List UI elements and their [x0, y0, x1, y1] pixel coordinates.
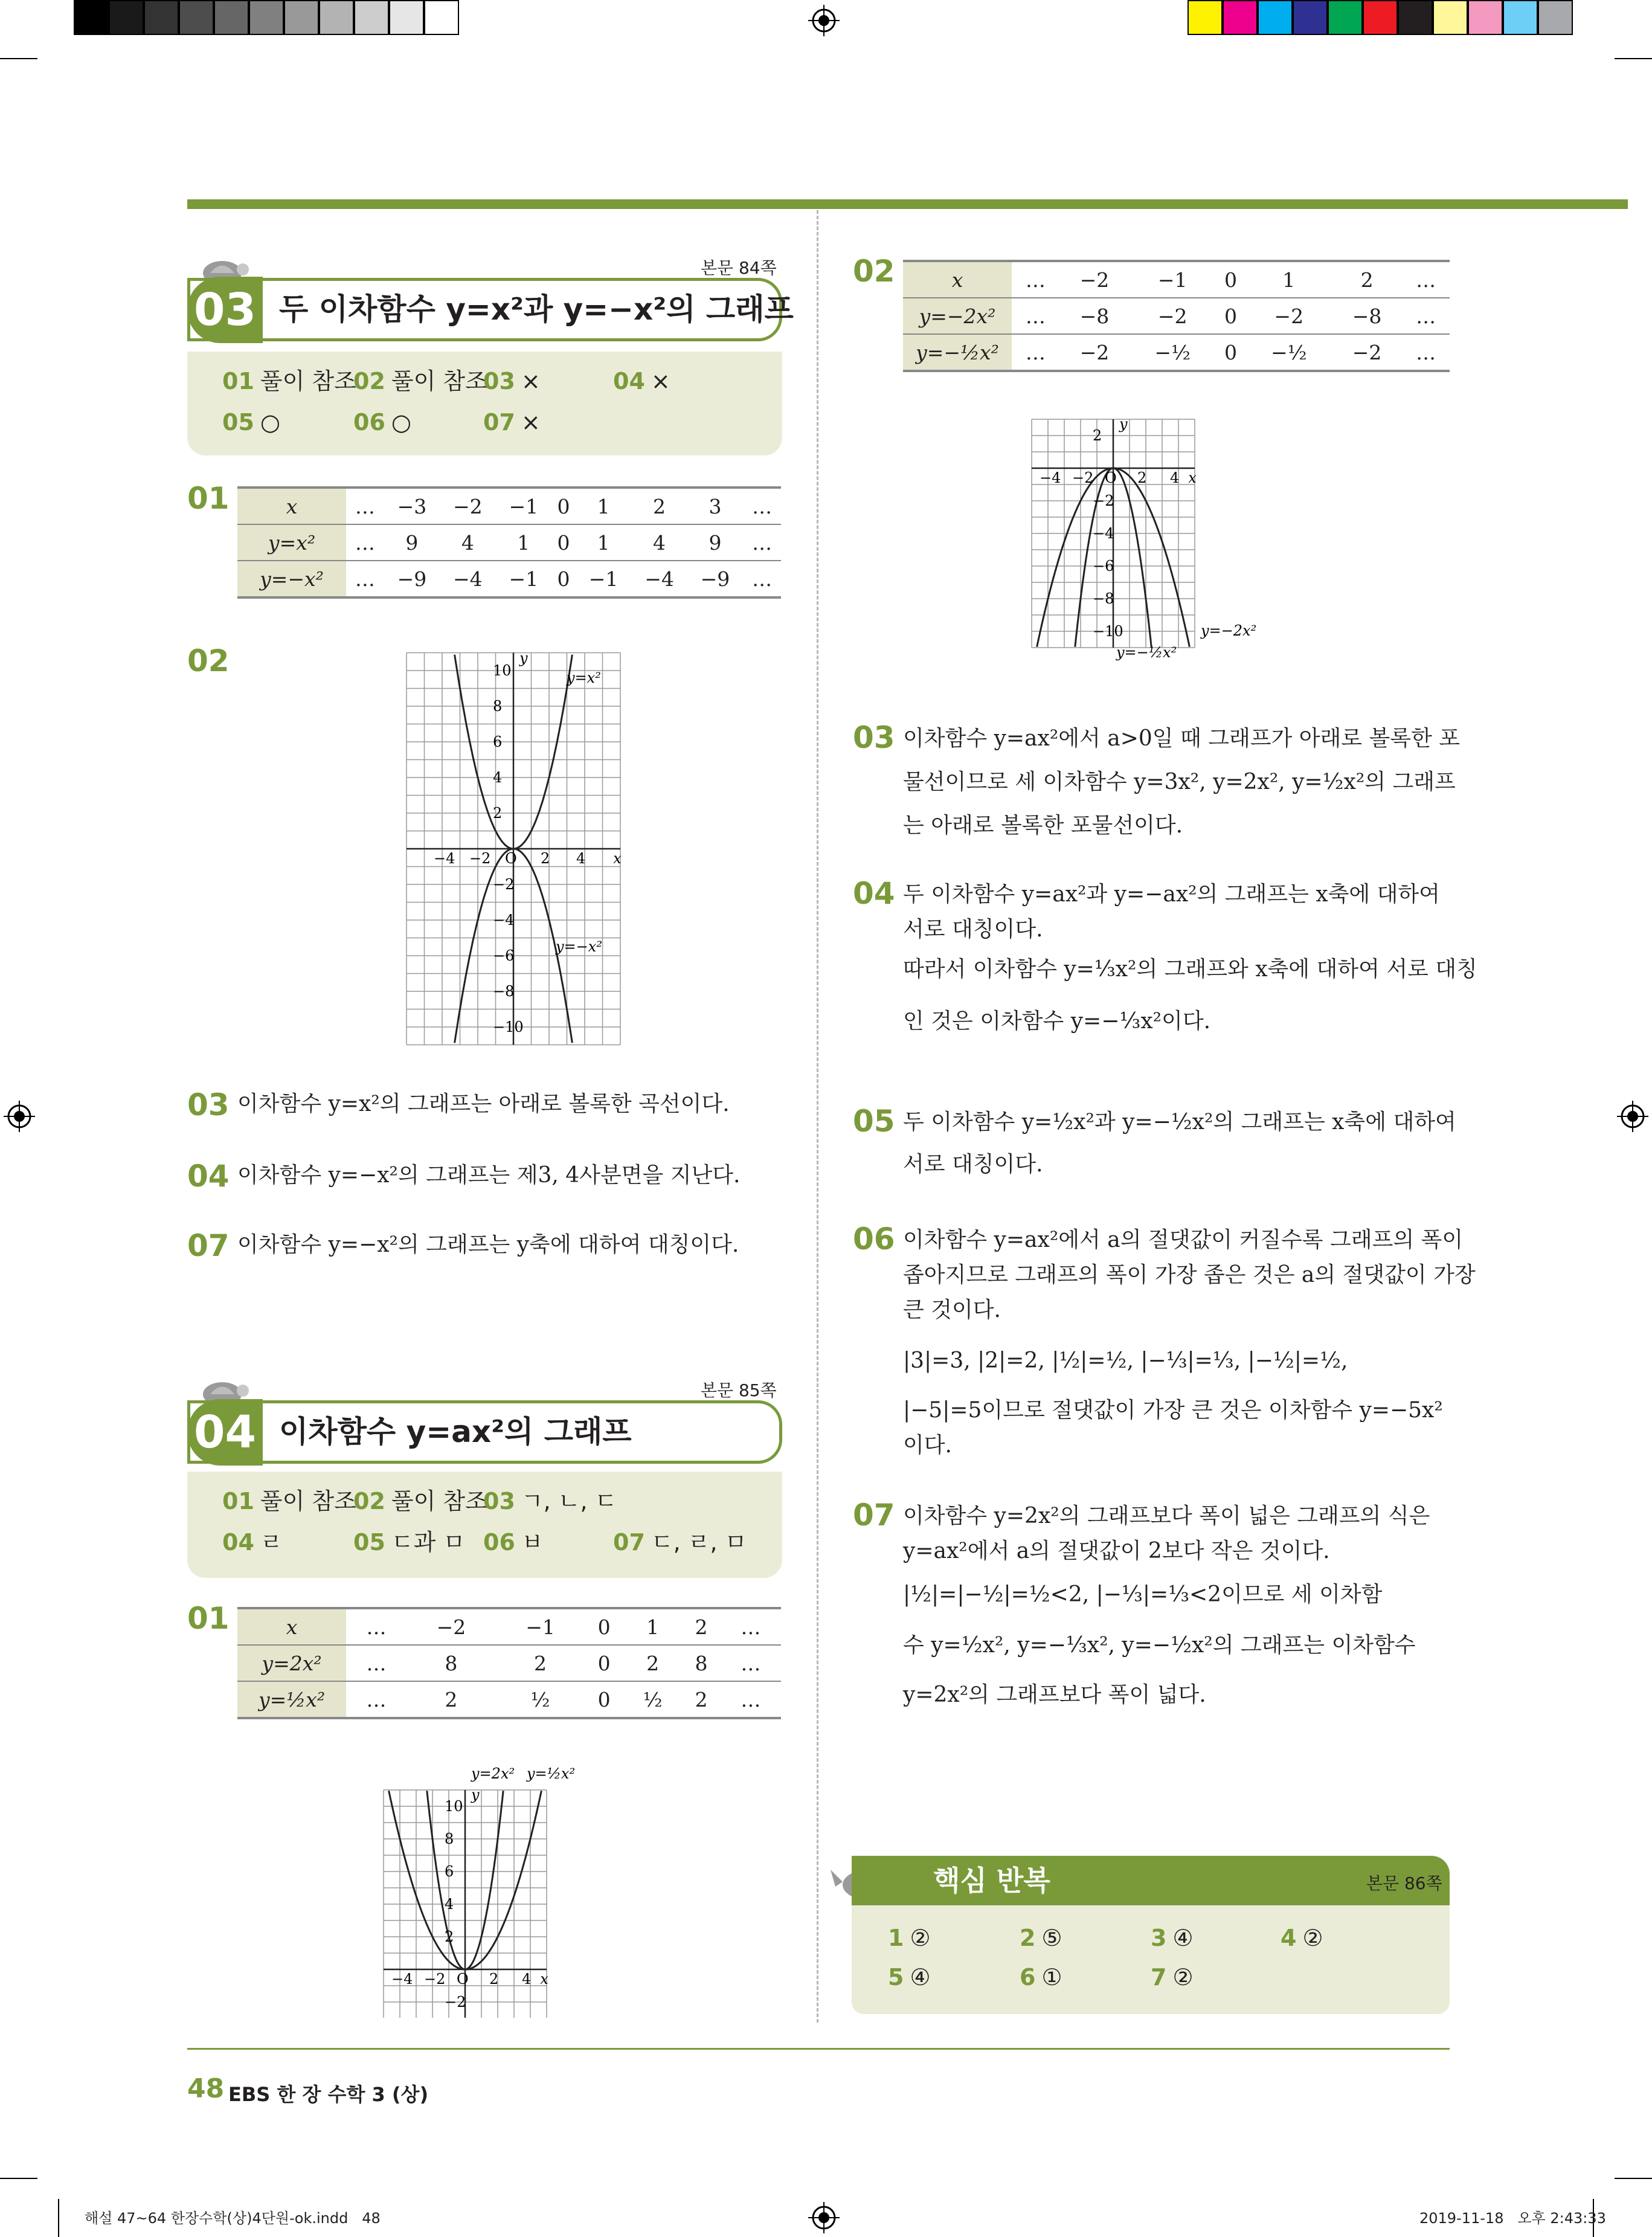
- answer-item: [353, 1528, 465, 1556]
- answer-number: 4: [1281, 1925, 1297, 1951]
- question-number: 04: [187, 1159, 230, 1194]
- y-tick-label: −6: [1093, 558, 1114, 575]
- file-info: 해설 47~64 한장수학(상)4단원-ok.indd 48: [85, 2210, 381, 2227]
- answer-value: ㄷ과 ㅁ: [391, 1529, 466, 1556]
- table-cell: …: [346, 1608, 407, 1645]
- table-cell: …: [743, 524, 781, 561]
- color-swatch: [319, 0, 354, 35]
- answer-value: 풀이 참조: [260, 1488, 356, 1514]
- color-swatch: [1433, 0, 1468, 35]
- table-cell: 4: [440, 524, 495, 561]
- color-swatch: [1468, 0, 1503, 35]
- table-cell: 0: [585, 1681, 623, 1718]
- page-ref: 본문 86쪽: [1366, 1873, 1442, 1893]
- table-cell: 0: [585, 1645, 623, 1681]
- table-cell: −1: [576, 561, 631, 597]
- explanation-line: 이차함수 y=ax²에서 a의 절댓값이 커질수록 그래프의 폭이: [903, 1228, 1464, 1252]
- answer-item: [222, 1528, 283, 1556]
- crop-mark: [0, 2178, 37, 2179]
- answer-value: ④: [910, 1964, 931, 1991]
- value-table: [903, 260, 1450, 372]
- explanation-line: 좁아지므로 그래프의 폭이 가장 좁은 것은 a의 절댓값이 가장: [903, 1263, 1476, 1287]
- table-cell: ½: [623, 1681, 682, 1718]
- book-title: EBS 한 장 수학 3 (상): [228, 2083, 429, 2106]
- table-cell: −1: [496, 488, 551, 524]
- table-cell: −2: [1246, 298, 1332, 334]
- crop-mark: [0, 58, 37, 59]
- table-cell: …: [1402, 261, 1450, 298]
- answer-item: [353, 1487, 487, 1515]
- table-cell: 1: [496, 524, 551, 561]
- question-number: 02: [187, 643, 230, 678]
- explanation-line: 두 이차함수 y=½x²과 y=−½x²의 그래프는 x축에 대하여: [903, 1110, 1456, 1135]
- y-tick-label: −10: [493, 1019, 524, 1035]
- table-cell: …: [743, 561, 781, 597]
- section-number: 04: [187, 1399, 263, 1466]
- registration-mark-icon: [808, 2202, 840, 2233]
- y-tick-label: −8: [1093, 590, 1114, 607]
- table-cell: …: [1012, 334, 1059, 371]
- color-swatch: [144, 0, 179, 35]
- answer-item: [222, 367, 356, 395]
- answer-value: ○: [260, 409, 281, 436]
- curve-label: y=2x²: [471, 1765, 515, 1782]
- question-number: 07: [187, 1228, 230, 1263]
- answer-value: 풀이 참조: [391, 368, 487, 394]
- explanation-line: 이차함수 y=2x²의 그래프보다 폭이 넓은 그래프의 식은: [903, 1504, 1430, 1528]
- explanation-line: |3|=3, |2|=2, |½|=½, |−⅓|=⅓, |−½|=½,: [903, 1348, 1348, 1373]
- table-cell: −2: [407, 1608, 496, 1645]
- answer-item: [888, 1963, 931, 1991]
- color-swatch: [1223, 0, 1258, 35]
- curve-label: y=−2x²: [1201, 622, 1257, 639]
- answer-value: ×: [651, 368, 670, 394]
- crop-mark: [58, 2199, 59, 2237]
- y-tick-label: y: [519, 649, 528, 667]
- answer-number: 07: [483, 409, 515, 436]
- table-cell: −1: [496, 561, 551, 597]
- table-cell: 8: [682, 1645, 721, 1681]
- question-number: 06: [853, 1221, 895, 1257]
- registration-mark-icon: [1617, 1101, 1648, 1132]
- table-row: [903, 261, 1450, 298]
- answer-item: [222, 1487, 356, 1515]
- answer-number: 02: [353, 368, 385, 394]
- answer-value: ㄱ, ㄴ, ㄷ: [521, 1488, 617, 1514]
- explanation-line: 서로 대칭이다.: [903, 1152, 1043, 1177]
- table-cell: …: [346, 1645, 407, 1681]
- explanation-line: 큰 것이다.: [903, 1298, 1001, 1322]
- y-tick-label: 8: [445, 1830, 454, 1847]
- answer-item: [1151, 1963, 1194, 1991]
- question-number: 01: [187, 481, 230, 516]
- top-rule: [187, 199, 1628, 209]
- table-cell: 0: [1215, 298, 1245, 334]
- answer-value: ×: [521, 368, 541, 394]
- answer-number: 06: [483, 1529, 515, 1556]
- table-row: [237, 1645, 781, 1681]
- y-tick-label: −4: [1093, 525, 1114, 542]
- answer-value: ①: [1041, 1964, 1062, 1991]
- timestamp: 2019-11-18 오후 2:43:33: [1419, 2210, 1606, 2227]
- table-cell: −4: [631, 561, 687, 597]
- answer-number: 5: [888, 1964, 904, 1991]
- explanation-line: 인 것은 이차함수 y=−⅓x²이다.: [903, 1009, 1211, 1034]
- answer-item: [222, 408, 280, 436]
- table-cell: …: [1402, 334, 1450, 371]
- table-cell: …: [346, 1681, 407, 1718]
- y-tick-label: −4: [493, 912, 515, 929]
- answer-number: 05: [222, 409, 254, 436]
- table-cell: −½: [1246, 334, 1332, 371]
- answer-item: [353, 367, 487, 395]
- answer-number: 06: [353, 409, 385, 436]
- answer-value: ②: [1172, 1964, 1194, 1991]
- table-cell: …: [1402, 298, 1450, 334]
- y-tick-label: −10: [1093, 623, 1123, 640]
- color-swatch: [1328, 0, 1363, 35]
- color-swatch: [214, 0, 249, 35]
- answer-number: 01: [222, 368, 254, 394]
- color-swatch: [1538, 0, 1573, 35]
- table-cell: 0: [551, 524, 576, 561]
- table-cell: 2: [623, 1645, 682, 1681]
- x-tick-label: 2: [489, 1971, 499, 1988]
- y-tick-label: −2: [1093, 492, 1114, 509]
- question-number: 02: [853, 254, 895, 289]
- answer-value: ②: [910, 1925, 931, 1951]
- answer-number: 04: [613, 368, 645, 394]
- x-tick-label: −2: [424, 1971, 446, 1988]
- table-cell: 2: [1332, 261, 1402, 298]
- color-swatch: [1188, 0, 1223, 35]
- answer-item: [483, 1487, 617, 1515]
- y-tick-label: 8: [493, 698, 503, 715]
- y-tick-label: −6: [493, 947, 515, 964]
- answer-number: 2: [1020, 1925, 1036, 1951]
- parabola-graph: [1020, 411, 1291, 665]
- table-cell: …: [721, 1608, 781, 1645]
- table-cell: y=x²: [237, 524, 346, 561]
- table-cell: y=−½x²: [903, 334, 1012, 371]
- table-cell: x: [237, 1608, 346, 1645]
- explanation-line: 서로 대칭이다.: [903, 917, 1043, 942]
- x-tick-label: O: [1105, 469, 1117, 486]
- table-cell: −½: [1130, 334, 1215, 371]
- table-cell: −8: [1059, 298, 1130, 334]
- question-number: 05: [853, 1104, 895, 1139]
- table-cell: −2: [440, 488, 495, 524]
- table-cell: 2: [407, 1681, 496, 1718]
- table-cell: 8: [407, 1645, 496, 1681]
- answer-value: ㄹ: [260, 1529, 283, 1556]
- table-cell: y=2x²: [237, 1645, 346, 1681]
- table-cell: 0: [551, 561, 576, 597]
- table-cell: …: [346, 488, 384, 524]
- question-number: 03: [853, 720, 895, 755]
- question-number: 07: [853, 1498, 895, 1533]
- table-cell: −8: [1332, 298, 1402, 334]
- table-cell: …: [346, 561, 384, 597]
- x-tick-label: x: [540, 1971, 548, 1988]
- table-row: [903, 298, 1450, 334]
- table-cell: 2: [682, 1681, 721, 1718]
- y-tick-label: y: [471, 1786, 480, 1804]
- answer-number: 07: [613, 1529, 645, 1556]
- explanation-text: 이차함수 y=−x²의 그래프는 y축에 대하여 대칭이다.: [237, 1232, 739, 1257]
- table-cell: …: [346, 524, 384, 561]
- table-row: [903, 334, 1450, 371]
- explanation-line: y=ax²에서 a의 절댓값이 2보다 작은 것이다.: [903, 1539, 1330, 1563]
- color-swatch: [1293, 0, 1328, 35]
- answer-number: 01: [222, 1488, 254, 1514]
- answer-number: 6: [1020, 1964, 1036, 1991]
- x-tick-label: −4: [391, 1971, 413, 1988]
- answer-value: ×: [521, 409, 541, 436]
- y-tick-label: 10: [493, 662, 512, 679]
- explanation-line: |½|=|−½|=½<2, |−⅓|=⅓<2이므로 세 이차함: [903, 1582, 1383, 1607]
- table-cell: …: [743, 488, 781, 524]
- table-cell: −2: [1059, 261, 1130, 298]
- table-cell: …: [1012, 298, 1059, 334]
- x-tick-label: O: [505, 850, 517, 867]
- y-tick-label: 6: [493, 733, 503, 750]
- section-number: 03: [187, 277, 263, 343]
- answer-item: [1281, 1924, 1323, 1952]
- y-tick-label: 2: [1093, 427, 1102, 444]
- color-swatch: [1363, 0, 1398, 35]
- y-tick-label: 10: [445, 1798, 463, 1815]
- registration-mark-icon: [808, 5, 840, 36]
- answer-item: [888, 1924, 931, 1952]
- answer-value: ②: [1302, 1925, 1323, 1951]
- x-tick-label: 2: [541, 850, 550, 867]
- table-row: [237, 561, 781, 597]
- x-tick-label: −2: [1072, 469, 1094, 486]
- color-swatch: [1258, 0, 1293, 35]
- answer-item: [353, 408, 411, 436]
- x-tick-label: −4: [434, 850, 455, 867]
- answer-number: 02: [353, 1488, 385, 1514]
- y-tick-label: 2: [445, 1928, 454, 1945]
- table-row: [237, 1681, 781, 1718]
- explanation-text: 이차함수 y=−x²의 그래프는 제3, 4사분면을 지난다.: [237, 1163, 741, 1188]
- answer-number: 1: [888, 1925, 904, 1951]
- color-swatch: [424, 0, 459, 35]
- color-swatch: [354, 0, 389, 35]
- answer-item: [613, 1528, 747, 1556]
- page-ref: 본문 85쪽: [701, 1380, 777, 1400]
- page-number: 48: [187, 2073, 225, 2104]
- y-tick-label: 4: [445, 1896, 454, 1913]
- value-table: [237, 1607, 781, 1719]
- table-cell: −2: [1059, 334, 1130, 371]
- explanation-line: |−5|=5이므로 절댓값이 가장 큰 것은 이차함수 y=−5x²: [903, 1398, 1443, 1423]
- table-cell: −9: [687, 561, 743, 597]
- table-cell: −9: [384, 561, 440, 597]
- registration-mark-icon: [4, 1101, 35, 1132]
- answer-item: [1020, 1963, 1062, 1991]
- x-tick-label: 4: [1170, 469, 1180, 486]
- answer-value: ㅂ: [521, 1529, 544, 1556]
- table-cell: −2: [1332, 334, 1402, 371]
- table-cell: −1: [1130, 261, 1215, 298]
- curve-label: y=−½x²: [1116, 644, 1177, 661]
- explanation-line: 물선이므로 세 이차함수 y=3x², y=2x², y=½x²의 그래프: [903, 770, 1456, 794]
- answer-number: 04: [222, 1529, 254, 1556]
- color-swatch: [109, 0, 144, 35]
- question-number: 04: [853, 876, 895, 911]
- review-title: 핵심 반복: [933, 1864, 1050, 1897]
- answer-number: 05: [353, 1529, 385, 1556]
- table-cell: 0: [585, 1608, 623, 1645]
- color-swatch: [179, 0, 214, 35]
- y-tick-label: −2: [493, 876, 515, 893]
- answer-value: ④: [1172, 1925, 1194, 1951]
- section-title: 이차함수 y=ax²의 그래프: [279, 1414, 632, 1449]
- table-cell: y=½x²: [237, 1681, 346, 1718]
- color-swatch: [249, 0, 284, 35]
- crop-mark: [1615, 58, 1652, 59]
- footer-rule: [187, 2048, 1450, 2050]
- x-tick-label: 2: [1137, 469, 1147, 486]
- parabola-graph: [368, 1764, 598, 2018]
- table-cell: −2: [1130, 298, 1215, 334]
- table-cell: 2: [496, 1645, 585, 1681]
- table-cell: x: [903, 261, 1012, 298]
- answer-item: [483, 367, 541, 395]
- explanation-line: 이다.: [903, 1433, 952, 1458]
- table-cell: 0: [1215, 334, 1245, 371]
- table-cell: 2: [631, 488, 687, 524]
- table-cell: 9: [687, 524, 743, 561]
- table-cell: 1: [1246, 261, 1332, 298]
- table-cell: x: [237, 488, 346, 524]
- table-row: [237, 524, 781, 561]
- table-cell: 1: [576, 524, 631, 561]
- table-row: [237, 488, 781, 524]
- table-row: [237, 1608, 781, 1645]
- answer-value: ㄷ, ㄹ, ㅁ: [651, 1529, 747, 1556]
- table-cell: y=−x²: [237, 561, 346, 597]
- column-divider: [817, 210, 818, 2023]
- answer-number: 7: [1151, 1964, 1167, 1991]
- answer-number: 03: [483, 368, 515, 394]
- explanation-line: 는 아래로 볼록한 포물선이다.: [903, 813, 1183, 838]
- table-cell: …: [721, 1681, 781, 1718]
- color-swatch: [389, 0, 424, 35]
- parabola-graph: [399, 649, 628, 1048]
- answer-value: 풀이 참조: [391, 1488, 487, 1514]
- table-cell: 2: [682, 1608, 721, 1645]
- x-tick-label: −2: [469, 850, 491, 867]
- answer-value: ⑤: [1041, 1925, 1062, 1951]
- table-cell: …: [721, 1645, 781, 1681]
- explanation-text: 이차함수 y=x²의 그래프는 아래로 볼록한 곡선이다.: [237, 1092, 730, 1116]
- table-cell: 0: [1215, 261, 1245, 298]
- x-tick-label: x: [613, 850, 622, 867]
- answer-value: 풀이 참조: [260, 368, 356, 394]
- page-ref: 본문 84쪽: [701, 258, 777, 278]
- question-number: 03: [187, 1087, 230, 1122]
- x-tick-label: O: [457, 1971, 469, 1988]
- explanation-line: 이차함수 y=ax²에서 a>0일 때 그래프가 아래로 볼록한 포: [903, 726, 1461, 751]
- review-answer-box: [852, 1905, 1450, 2014]
- table-cell: 3: [687, 488, 743, 524]
- y-tick-label: 2: [493, 805, 503, 822]
- x-tick-label: −4: [1040, 469, 1061, 486]
- table-cell: −1: [496, 1608, 585, 1645]
- answer-value: ○: [391, 409, 412, 436]
- curve-label: y=−x²: [556, 938, 602, 955]
- table-cell: −4: [440, 561, 495, 597]
- table-cell: 0: [551, 488, 576, 524]
- curve-label: y=x²: [567, 669, 601, 686]
- y-tick-label: 6: [445, 1863, 454, 1880]
- table-cell: −3: [384, 488, 440, 524]
- color-swatch: [1398, 0, 1433, 35]
- answer-item: [1020, 1924, 1062, 1952]
- answer-item: [483, 408, 541, 436]
- answer-item: [483, 1528, 544, 1556]
- x-tick-label: 4: [522, 1971, 532, 1988]
- question-number: 01: [187, 1601, 230, 1636]
- color-swatch: [74, 0, 109, 35]
- table-cell: 9: [384, 524, 440, 561]
- answer-item: [613, 367, 670, 395]
- color-swatch: [1503, 0, 1538, 35]
- x-tick-label: 4: [576, 850, 586, 867]
- answer-item: [1151, 1924, 1194, 1952]
- explanation-line: 따라서 이차함수 y=⅓x²의 그래프와 x축에 대하여 서로 대칭: [903, 957, 1477, 982]
- explanation-line: 수 y=½x², y=−⅓x², y=−½x²의 그래프는 이차함수: [903, 1633, 1416, 1658]
- x-tick-label: x: [1188, 469, 1197, 486]
- answer-number: 3: [1151, 1925, 1167, 1951]
- y-tick-label: y: [1119, 416, 1128, 433]
- table-cell: 1: [576, 488, 631, 524]
- table-cell: 4: [631, 524, 687, 561]
- table-cell: 1: [623, 1608, 682, 1645]
- section-title: 두 이차함수 y=x²과 y=−x²의 그래프: [279, 292, 794, 327]
- value-table: [237, 486, 781, 599]
- table-cell: y=−2x²: [903, 298, 1012, 334]
- y-tick-label: 4: [493, 769, 503, 786]
- table-cell: ½: [496, 1681, 585, 1718]
- y-tick-label: −2: [445, 1994, 466, 2010]
- table-cell: …: [1012, 261, 1059, 298]
- explanation-line: 두 이차함수 y=ax²과 y=−ax²의 그래프는 x축에 대하여: [903, 882, 1440, 907]
- explanation-line: y=2x²의 그래프보다 폭이 넓다.: [903, 1682, 1206, 1707]
- y-tick-label: −8: [493, 983, 515, 1000]
- crop-mark: [1615, 2178, 1652, 2179]
- curve-label: y=½x²: [527, 1765, 576, 1782]
- color-swatch: [284, 0, 319, 35]
- answer-number: 03: [483, 1488, 515, 1514]
